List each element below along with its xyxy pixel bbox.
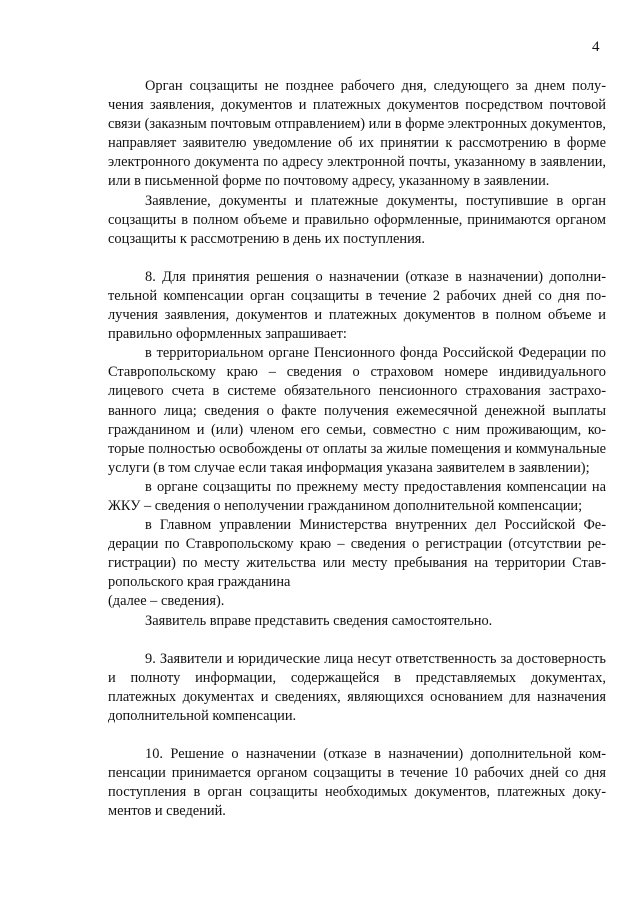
paragraph-hereinafter: (далее – сведения). [108, 593, 225, 610]
paragraph-applicant-right: Заявитель вправе представить сведения самостоятельно. [145, 612, 493, 629]
paragraph-item-10: 10. Решение о назначении (отказе в назначении) дополнительной компенсации принимается органом соцзащиты в течение 10 рабочих дней со дня поступления в орган соцзащиты необходимых документов, платежных документов и сведений. [108, 746, 606, 820]
paragraph-spacer [108, 631, 606, 650]
page-number: 4 [592, 39, 600, 55]
paragraph-spacer [108, 249, 606, 268]
document-body [108, 77, 606, 821]
paragraph-interior-ministry: в Главном управлении Министерства внутренних дел Российской Федерации по Ставропольскому краю – сведения о регистрации (отсутствии регистрации) по месту жительства или месту пребывания на территории Ставропольского края гражданина [108, 517, 606, 591]
paragraph-prior-social-office: в органе соцзащиты по прежнему месту предоставления компенсации на ЖКУ – сведения о неполучении гражданином дополнительной компенсации; [108, 478, 606, 514]
paragraph-item-9: 9. Заявители и юридические лица несут ответственность за достоверность и полноту информации, содержащейся в представляемых документах, платежных документах и сведениях, являющихся основанием для назначения дополнительной компенсации. [108, 650, 606, 724]
paragraph-notification: Орган соцзащиты не позднее рабочего дня, следующего за днем получения заявления, документов и платежных документов посредством почтовой связи (заказным почтовым отправлением) или в форме электронных документов, направляет заявителю уведомление об их принятии к рассмотрению в форме электронного документа по адресу электронной почты, указанному в заявлении, или в письменной форме по почтовому адресу, указанному в заявлении. [108, 78, 606, 190]
paragraph-pension-fund: в территориальном органе Пенсионного фонда Российской Федерации по Ставропольскому краю – сведения о страховом номере индивидуального лицевого счета в системе обязательного пенсионного страхования застрахованного лица; сведения о факте получения ежемесячной денежной выплаты гражданином и (или) членом его семьи, совместно с ним проживающим, которые полностью освобождены от оплаты за жилые помещения и коммунальные услуги (в том случае если такая информация указана заявителем в заявлении); [108, 345, 606, 476]
paragraph-item-8: 8. Для принятия решения о назначении (отказе в назначении) дополнительной компенсации орган соцзащиты в течение 2 рабочих дней со дня получения заявления, документов и платежных документов в полном объеме и правильно оформленных запрашивает: [108, 268, 606, 343]
paragraph-acceptance: Заявление, документы и платежные документы, поступившие в орган соцзащиты в полном объеме и правильно оформленные, принимаются органом соцзащиты к рассмотрению в день их поступления. [108, 192, 606, 247]
paragraph-spacer [108, 726, 606, 745]
